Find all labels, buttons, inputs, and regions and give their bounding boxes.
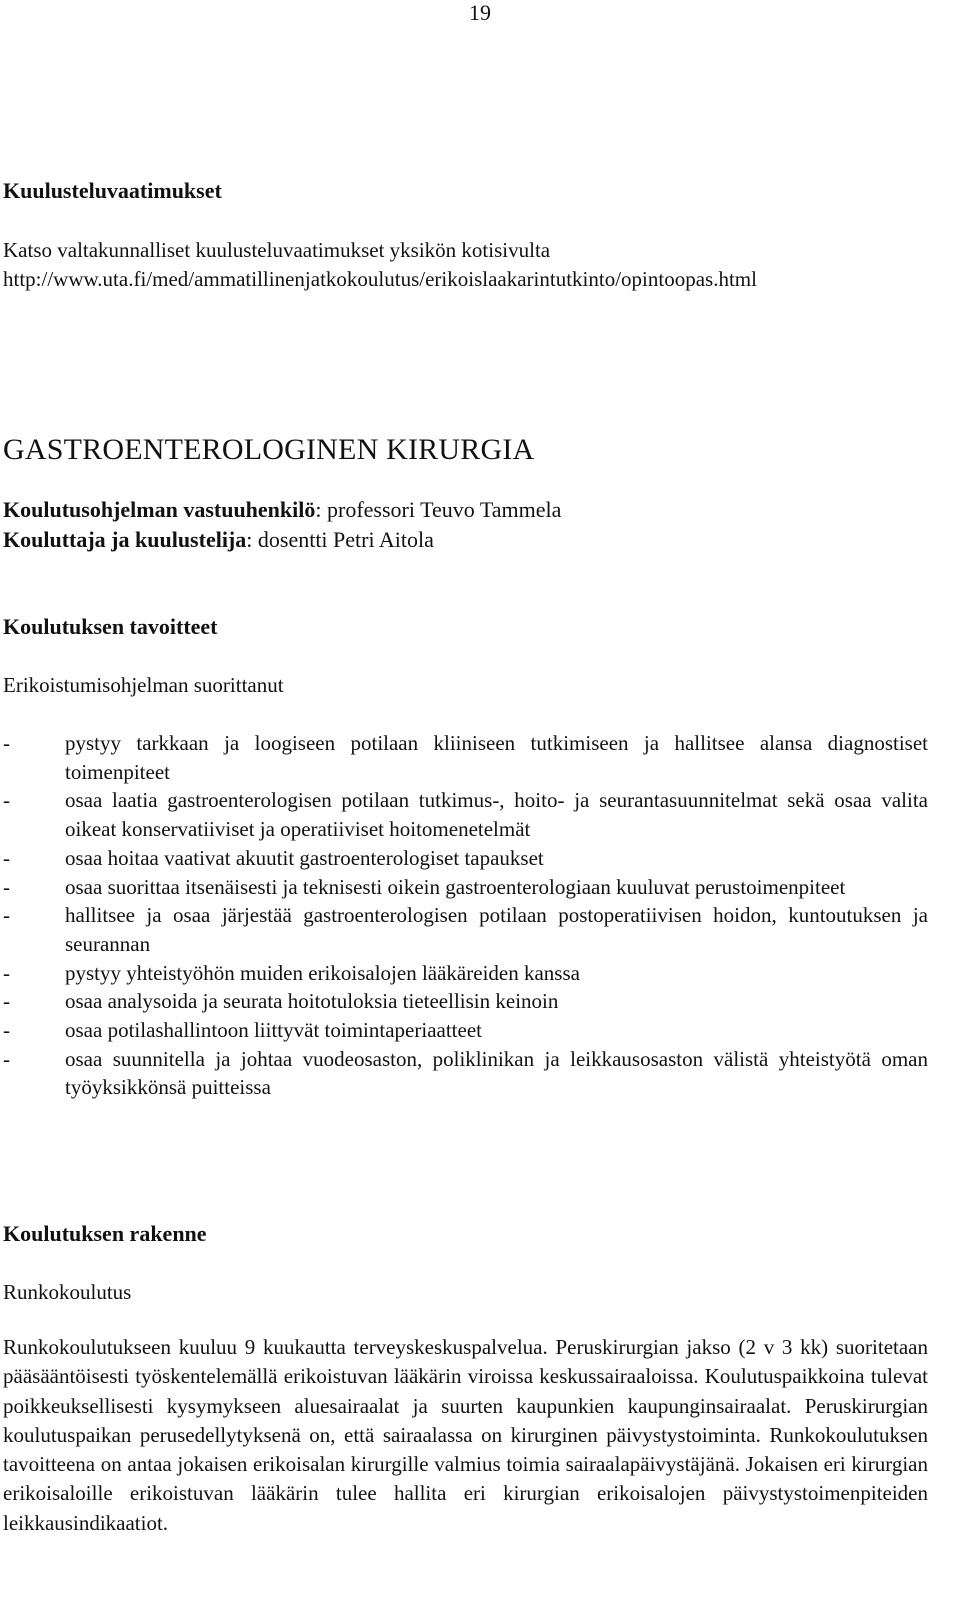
list-item [3,844,928,873]
list-item [3,901,928,958]
list-item-text: hallitsee ja osaa järjestää gastroenterologisen potilaan postoperatiivisen hoidon, kuntoutuksen ja seurannan [65,903,928,956]
section-heading-structure: Koulutuksen rakenne [3,1221,207,1246]
exam-requirements-text: Katso valtakunnalliset kuulusteluvaatimukset yksikön kotisivulta [3,238,551,262]
list-item-text: osaa suunnitella ja johtaa vuodeosaston, poliklinikan ja leikkausosaston välistä yhteistyötä oman työyksikkönsä puitteissa [65,1046,928,1100]
list-item [3,959,928,988]
goals-list [3,729,928,1102]
responsible-person-label: Koulutusohjelman vastuuhenkilö [3,497,316,522]
page-title: GASTROENTEROLOGINEN KIRURGIA [3,433,535,466]
responsible-person-value: : professori Teuvo Tammela [315,497,562,522]
list-item-text: osaa hoitaa vaativat akuutit gastroenterologiset tapaukset [65,845,544,870]
page-number: 19 [469,0,491,25]
structure-subheading: Runkokoulutus [3,1280,132,1304]
goals-intro: Erikoistumisohjelman suorittanut [3,673,284,697]
list-item [3,729,928,786]
list-item-text: osaa suorittaa itsenäisesti ja teknisesti oikein gastroenterologiaan kuuluvat perustoimenpiteet [65,874,846,899]
list-item-text: pystyy yhteistyöhön muiden erikoisalojen lääkäreiden kanssa [65,960,580,985]
exam-requirements-url: http://www.uta.fi/med/ammatillinenjatkokoulutus/erikoislaakarintutkinto/opintoopas.html [3,267,757,291]
list-item-text: osaa laatia gastroenterologisen potilaan tutkimus-, hoito- ja seurantasuunnitelmat sekä osaa valita oikeat konservatiiviset ja operatiiviset hoitomenetelmät [65,788,928,842]
trainer-line [3,525,928,554]
list-dash: - [3,845,10,870]
trainer-label: Kouluttaja ja kuulustelija [3,527,247,552]
list-dash: - [3,731,10,755]
list-item [3,1045,928,1102]
trainer-value: : dosentti Petri Aitola [246,527,434,552]
responsible-person-line [3,495,928,524]
list-item-text: osaa potilashallintoon liittyvät toimintaperiaatteet [65,1018,482,1043]
list-dash: - [3,788,10,813]
list-dash: - [3,874,10,899]
list-item-text: pystyy tarkkaan ja loogiseen potilaan kliiniseen tutkimiseen ja hallitsee alansa diagnostiset toimenpiteet [65,731,928,784]
list-dash: - [3,1046,10,1071]
structure-paragraph: Runkokoulutukseen kuuluu 9 kuukautta terveyskeskuspalvelua. Peruskirurgian jakso (2 v 3 kk) suoritetaan pääsääntöisesti työskentelemällä erikoistuvan lääkärin viroissa keskussairaaloissa. Koulutuspaikkoina tulevat poikkeuksellisesti kysymykseen aluesairaalat ja suurten kaupunkien kaupunginsairaalat. Peruskirurgian koulutuspaikan perusedellytyksenä on, että sairaalassa on kirurginen päivystystoiminta. Runkokoulutuksen tavoitteena on antaa jokaisen erikoisalan kirurgille valmius toimia sairaalapäivystäjänä. Jokaisen eri kirurgian erikoisaloille erikoistuvan lääkärin tulee hallita eri kirurgian erikoisalojen päivystystoimenpiteiden leikkausindikaatiot. [3,1335,928,1535]
list-dash: - [3,903,10,928]
list-dash: - [3,1018,10,1043]
section-heading-goals: Koulutuksen tavoitteet [3,614,218,639]
list-dash: - [3,989,10,1014]
list-item [3,786,928,843]
list-item [3,1016,928,1045]
list-item [3,873,928,902]
section-heading-exam-requirements: Kuulusteluvaatimukset [3,178,222,203]
list-dash: - [3,960,10,985]
list-item [3,987,928,1016]
list-item-text: osaa analysoida ja seurata hoitotuloksia tieteellisin keinoin [65,989,559,1014]
